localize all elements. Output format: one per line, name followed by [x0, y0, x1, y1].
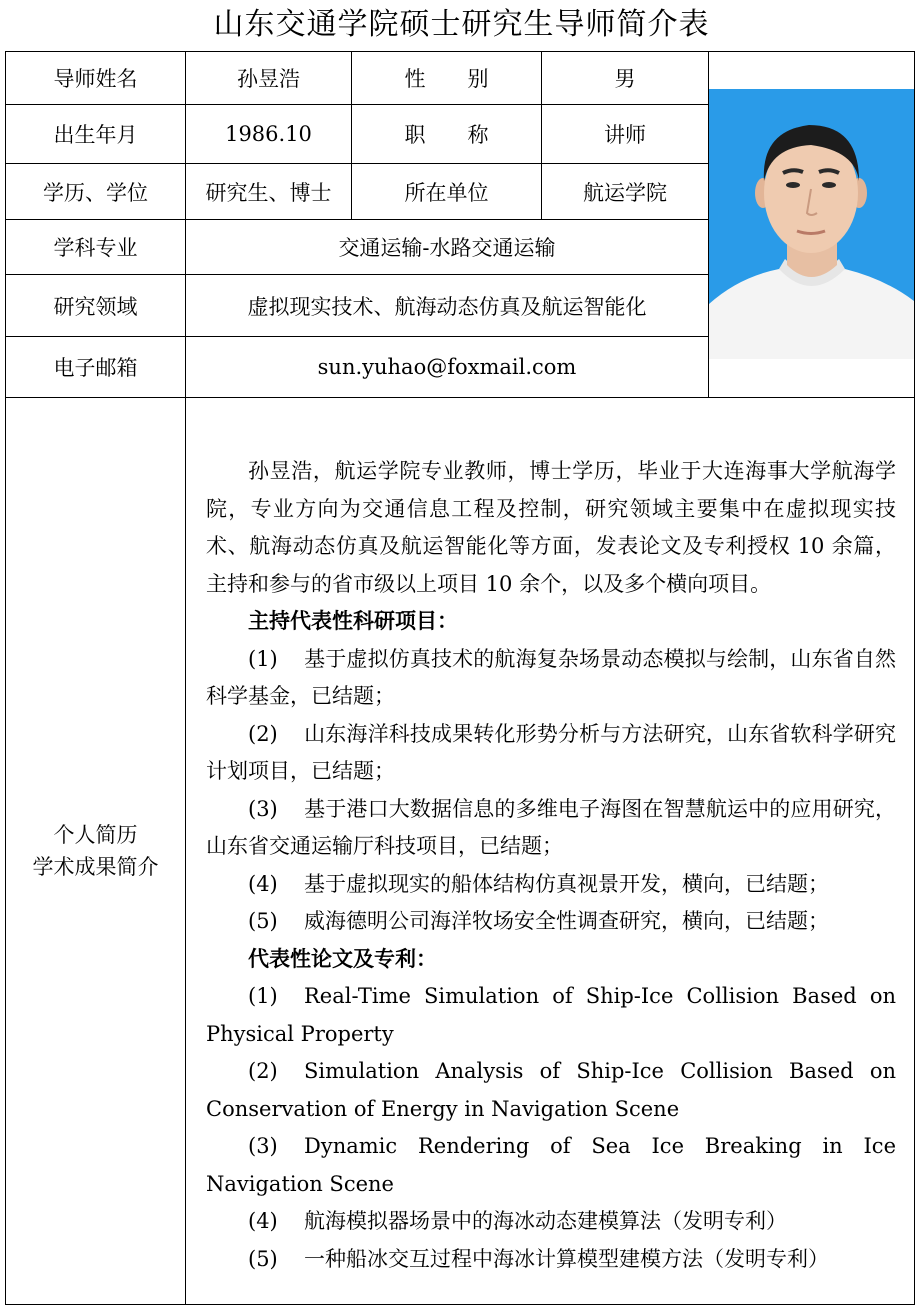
- paper-item: (2) Simulation Analysis of Ship-Ice Collision Based on Conservation of Energy in Navigation Scene: [206, 1059, 896, 1121]
- unit-label: 所在单位: [352, 164, 542, 220]
- gender-value: 男: [542, 52, 709, 105]
- project-item: (4) 基于虚拟现实的船体结构仿真视景开发，横向，已结题；: [248, 871, 829, 896]
- paper-item: (3) Dynamic Rendering of Sea Ice Breaking in Ice Navigation Scene: [206, 1134, 896, 1196]
- gender-label: 性 别: [352, 52, 542, 105]
- bio-label: [6, 398, 186, 1305]
- degree-value: 研究生、博士: [186, 164, 352, 220]
- bio-intro: 孙昱浩，航运学院专业教师，博士学历，毕业于大连海事大学航海学院，专业方向为交通信息工程及控制，研究领域主要集中在虚拟现实技术、航海动态仿真及航运智能化等方面，发表论文及专利授权 10 余篇，主持和参与的省市级以上项目 10 余个，以及多个横向项目。: [206, 459, 896, 596]
- unit-value: 航运学院: [542, 164, 709, 220]
- project-item: (1) 基于虚拟仿真技术的航海复杂场景动态模拟与绘制，山东省自然科学基金，已结题；: [206, 646, 896, 708]
- major-value: 交通运输-水路交通运输: [186, 220, 709, 275]
- advisor-photo: [709, 89, 914, 359]
- bio-cell: [186, 398, 915, 1305]
- bio-label-line1: 个人简历: [53, 823, 138, 847]
- rank-value: 讲师: [542, 105, 709, 164]
- bio-label-line2: 学术成果简介: [32, 855, 159, 879]
- project-item: (3) 基于港口大数据信息的多维电子海图在智慧航运中的应用研究，山东省交通运输厅科技项目，已结题；: [206, 796, 896, 858]
- name-label: 导师姓名: [6, 52, 186, 105]
- name-value: 孙昱浩: [186, 52, 352, 105]
- photo-cell: [709, 52, 915, 398]
- portrait-image: [709, 89, 914, 359]
- paper-item: (1) Real-Time Simulation of Ship-Ice Collision Based on Physical Property: [206, 984, 896, 1046]
- birth-value: 1986.10: [186, 105, 352, 164]
- major-label: 学科专业: [6, 220, 186, 275]
- email-label: 电子邮箱: [6, 337, 186, 398]
- papers-heading: 代表性论文及专利：: [248, 946, 437, 971]
- bio-content: [186, 424, 914, 1278]
- degree-label: 学历、学位: [6, 164, 186, 220]
- projects-heading: 主持代表性科研项目：: [248, 609, 458, 633]
- paper-item: (5) 一种船冰交互过程中海冰计算模型建模方法（发明专利）: [248, 1246, 829, 1271]
- email-value: sun.yuhao@foxmail.com: [186, 337, 709, 398]
- page-title: 山东交通学院硕士研究生导师简介表: [213, 7, 710, 42]
- project-item: (2) 山东海洋科技成果转化形势分析与方法研究，山东省软科学研究计划项目，已结题；: [206, 721, 896, 783]
- paper-item: (4) 航海模拟器场景中的海冰动态建模算法（发明专利）: [248, 1209, 787, 1233]
- field-value: 虚拟现实技术、航海动态仿真及航运智能化: [186, 275, 709, 337]
- advisor-profile-table: [5, 51, 915, 1305]
- project-item: (5) 威海德明公司海洋牧场安全性调查研究，横向，已结题；: [248, 909, 829, 933]
- rank-label: 职 称: [352, 105, 542, 164]
- birth-label: 出生年月: [6, 105, 186, 164]
- field-label: 研究领域: [6, 275, 186, 337]
